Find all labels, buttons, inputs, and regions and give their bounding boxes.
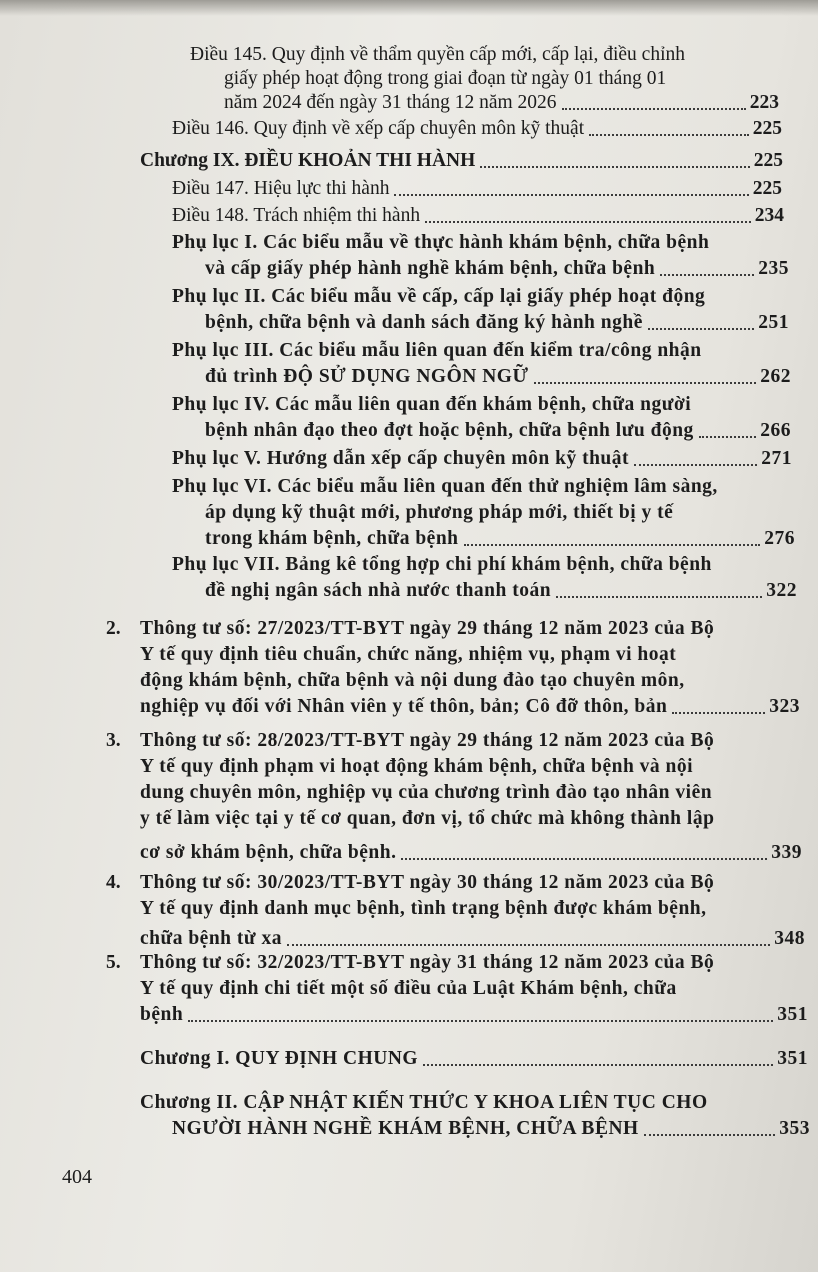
toc-entry-text: Phụ lục VII. Bảng kê tổng hợp chi phí khám bệnh, chữa bệnh: [172, 554, 712, 575]
toc-page-number: 251: [758, 312, 789, 333]
dot-leader: [188, 1020, 773, 1022]
toc-page-number: 235: [758, 258, 789, 279]
page-number: 404: [62, 1166, 92, 1188]
page-top-shadow: [0, 0, 818, 16]
toc-entry-text: bệnh nhân đạo theo đợt hoặc bệnh, chữa bệnh lưu động: [205, 420, 694, 441]
toc-line: [140, 950, 770, 976]
toc-entry-text: dung chuyên môn, nghiệp vụ của chương trình đào tạo nhân viên: [140, 782, 713, 803]
item-number: 2.: [106, 618, 121, 639]
toc-entry-text: áp dụng kỹ thuật mới, phương pháp mới, thiết bị y tế: [205, 502, 674, 523]
toc-entry-text: Phụ lục II. Các biểu mẫu về cấp, cấp lại giấy phép hoạt động: [172, 286, 706, 307]
toc-entry-text: Phụ lục V. Hướng dẫn xếp cấp chuyên môn kỹ thuật: [172, 448, 630, 469]
toc-line: [172, 392, 772, 418]
dot-leader: [562, 108, 746, 110]
toc-line: [205, 578, 797, 604]
toc-entry-text: Thông tư số: 32/2023/TT-BYT ngày 31 tháng 12 năm 2023 của Bộ: [140, 952, 715, 973]
toc-entry-text: năm 2024 đến ngày 31 tháng 12 năm 2026: [224, 92, 557, 113]
toc-entry-text: đủ trình ĐỘ SỬ DỤNG NGÔN NGỮ: [205, 366, 529, 387]
toc-line: [205, 418, 791, 444]
toc-line: [140, 642, 762, 668]
toc-entry-text: đề nghị ngân sách nhà nước thanh toán: [205, 580, 552, 601]
toc-entry-text: chữa bệnh từ xa: [140, 928, 282, 949]
toc-line: [140, 694, 800, 720]
toc-line: [172, 552, 774, 578]
toc-entry-text: Y tế quy định tiêu chuẩn, chức năng, nhiệm vụ, phạm vi hoạt: [140, 644, 677, 665]
toc-line: [205, 310, 789, 336]
toc-entry-text: Điều 148. Trách nhiệm thi hành: [172, 205, 421, 226]
toc-line: [140, 1046, 808, 1072]
toc-line: [140, 870, 762, 896]
toc-line: [205, 526, 795, 552]
toc-entry-text: Thông tư số: 28/2023/TT-BYT ngày 29 tháng 12 năm 2023 của Bộ: [140, 730, 715, 751]
toc-entry-text: và cấp giấy phép hành nghề khám bệnh, chữa bệnh: [205, 258, 656, 279]
toc-page-number: 353: [779, 1118, 810, 1139]
toc-page-number: 351: [777, 1048, 808, 1069]
toc-line: [140, 728, 762, 754]
toc-entry-text: động khám bệnh, chữa bệnh và nội dung đào tạo chuyên môn,: [140, 670, 685, 691]
toc-entry-text: Chương I. QUY ĐỊNH CHUNG: [140, 1048, 419, 1069]
toc-line: [205, 500, 777, 526]
toc-entry-text: Y tế quy định danh mục bệnh, tình trạng bệnh được khám bệnh,: [140, 898, 707, 919]
toc-entry-text: nghiệp vụ đối với Nhân viên y tế thôn, bản; Cô đỡ thôn, bản: [140, 696, 668, 717]
dot-leader: [464, 544, 761, 546]
toc-line: [172, 284, 772, 310]
dot-leader: [423, 1064, 773, 1066]
dot-leader: [480, 166, 749, 168]
item-number: 4.: [106, 872, 121, 893]
toc-page-number: 266: [760, 420, 791, 441]
toc-line: [172, 116, 782, 142]
dot-leader: [644, 1134, 776, 1136]
toc-page-number: 348: [774, 928, 805, 949]
item-number: 5.: [106, 952, 121, 973]
toc-line: [172, 474, 774, 500]
toc-line: [140, 1002, 808, 1028]
toc-entry-text: Điều 146. Quy định về xếp cấp chuyên môn kỹ thuật: [172, 118, 585, 139]
toc-entry-text: cơ sở khám bệnh, chữa bệnh.: [140, 842, 397, 863]
toc-entry-text: Y tế quy định chi tiết một số điều của Luật Khám bệnh, chữa: [140, 978, 677, 999]
dot-leader: [648, 328, 754, 330]
toc-entry-text: Phụ lục I. Các biểu mẫu về thực hành khám bệnh, chữa bệnh: [172, 232, 710, 253]
toc-entry-text: trong khám bệnh, chữa bệnh: [205, 528, 459, 549]
toc-entry-text: Điều 145. Quy định về thẩm quyền cấp mới, cấp lại, điều chỉnh: [190, 44, 685, 65]
toc-entry-text: bệnh, chữa bệnh và danh sách đăng ký hành nghề: [205, 312, 643, 333]
dot-leader: [699, 436, 756, 438]
dot-leader: [425, 221, 751, 223]
toc-entry-text: Chương II. CẬP NHẬT KIẾN THỨC Y KHOA LIÊN TỤC CHO: [140, 1092, 708, 1113]
toc-line: [140, 1090, 780, 1116]
toc-line: [140, 754, 762, 780]
toc-line: [140, 840, 802, 866]
toc-line: [140, 976, 762, 1002]
toc-line: [172, 446, 792, 472]
dot-leader: [634, 464, 757, 466]
toc-line: [140, 926, 805, 952]
toc-line: [224, 90, 779, 116]
toc-entry-text: giấy phép hoạt động trong giai đoạn từ ngày 01 tháng 01: [224, 68, 667, 89]
dot-leader: [534, 382, 757, 384]
dot-leader: [287, 944, 770, 946]
toc-entry-text: Thông tư số: 30/2023/TT-BYT ngày 30 tháng 12 năm 2023 của Bộ: [140, 872, 715, 893]
toc-line: [205, 256, 789, 282]
toc-line: [224, 66, 739, 92]
toc-page-number: 323: [769, 696, 800, 717]
toc-page-number: 322: [766, 580, 797, 601]
toc-line: [140, 616, 762, 642]
toc-line: [172, 230, 772, 256]
toc-entry-text: Phụ lục III. Các biểu mẫu liên quan đến kiểm tra/công nhận: [172, 340, 702, 361]
toc-line: [205, 364, 791, 390]
toc-entry-text: y tế làm việc tại y tế cơ quan, đơn vị, tổ chức mà không thành lập: [140, 808, 715, 829]
toc-line: [172, 338, 772, 364]
toc-line: [140, 668, 762, 694]
toc-line: [172, 203, 784, 229]
toc-entry-text: Chương IX. ĐIỀU KHOẢN THI HÀNH: [140, 150, 476, 171]
dot-leader: [401, 858, 767, 860]
toc-page-number: 223: [749, 92, 779, 113]
toc-entry-text: bệnh: [140, 1004, 184, 1025]
dot-leader: [660, 274, 754, 276]
toc-entry-text: Y tế quy định phạm vi hoạt động khám bệnh, chữa bệnh và nội: [140, 756, 694, 777]
toc-page-number: 225: [753, 150, 783, 171]
toc-page-number: 351: [777, 1004, 808, 1025]
toc-page-number: 339: [771, 842, 802, 863]
toc-entry-text: Phụ lục IV. Các mẫu liên quan đến khám bệnh, chữa người: [172, 394, 692, 415]
dot-leader: [556, 596, 762, 598]
dot-leader: [672, 712, 765, 714]
dot-leader: [589, 134, 749, 136]
toc-entry-text: Điều 147. Hiệu lực thi hành: [172, 178, 390, 199]
toc-page-number: 276: [764, 528, 795, 549]
toc-line: [172, 176, 782, 202]
toc-entry-text: Phụ lục VI. Các biểu mẫu liên quan đến thử nghiệm lâm sàng,: [172, 476, 718, 497]
toc-page-number: 262: [760, 366, 791, 387]
toc-entry-text: Thông tư số: 27/2023/TT-BYT ngày 29 tháng 12 năm 2023 của Bộ: [140, 618, 715, 639]
toc-page-number: 225: [752, 178, 782, 199]
item-number: 3.: [106, 730, 121, 751]
toc-entry-text: NGƯỜI HÀNH NGHỀ KHÁM BỆNH, CHỮA BỆNH: [172, 1118, 639, 1139]
toc-line: [140, 148, 783, 174]
toc-page-number: 271: [761, 448, 792, 469]
toc-page-number: 225: [752, 118, 782, 139]
toc-line: [172, 1116, 810, 1142]
toc-line: [140, 896, 762, 922]
toc-line: [140, 806, 762, 832]
toc-line: [140, 780, 762, 806]
toc-page-number: 234: [754, 205, 784, 226]
toc-line: [190, 42, 735, 68]
dot-leader: [394, 194, 748, 196]
